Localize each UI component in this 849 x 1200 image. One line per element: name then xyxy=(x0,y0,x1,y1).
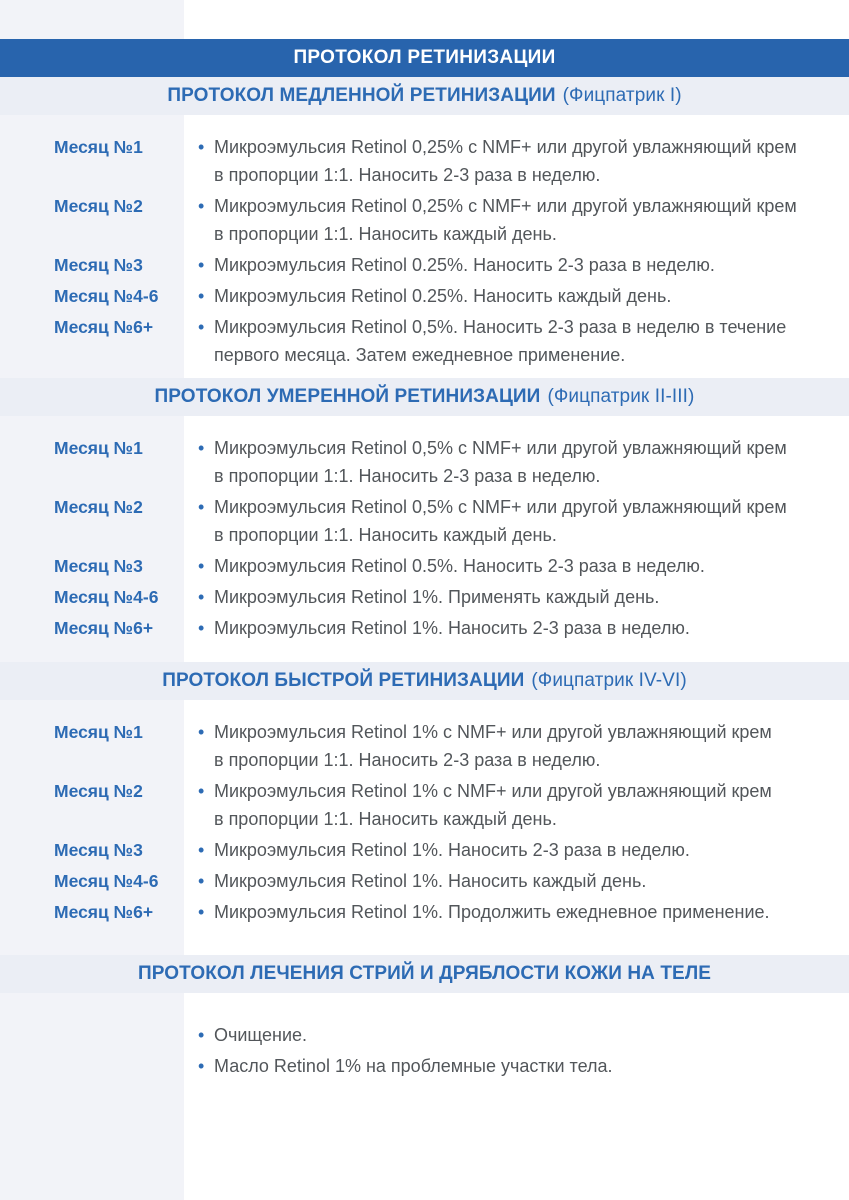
instruction-text xyxy=(214,282,671,310)
month-label: Месяц №2 xyxy=(54,196,143,216)
month-label: Месяц №4-6 xyxy=(54,587,159,607)
instruction-text xyxy=(214,192,797,248)
protocol-row xyxy=(0,552,849,580)
bullet-icon: • xyxy=(198,286,205,306)
month-label: Месяц №2 xyxy=(54,497,143,517)
section-title: ПРОТОКОЛ УМЕРЕННОЙ РЕТИНИЗАЦИИ xyxy=(154,386,541,407)
instruction-text xyxy=(214,614,690,642)
month-label: Месяц №4-6 xyxy=(54,286,159,306)
protocol-row xyxy=(0,583,849,611)
instruction-text xyxy=(214,583,659,611)
bullet-icon: • xyxy=(198,902,205,922)
protocol-row xyxy=(0,313,849,369)
section-rows-fast xyxy=(0,700,849,955)
instruction-line: Микроэмульсия Retinol 1%. Наносить каждый день. xyxy=(214,871,647,891)
bullet-icon: • xyxy=(198,618,205,638)
section-title: ПРОТОКОЛ МЕДЛЕННОЙ РЕТИНИЗАЦИИ xyxy=(167,85,556,106)
month-label: Месяц №3 xyxy=(54,556,143,576)
instruction-line: Микроэмульсия Retinol 1% с NMF+ или другой увлажняющий крем xyxy=(214,722,772,742)
instruction-line: Микроэмульсия Retinol 0,5% с NMF+ или другой увлажняющий крем xyxy=(214,497,787,517)
month-label: Месяц №3 xyxy=(54,255,143,275)
instruction-line: Микроэмульсия Retinol 1% с NMF+ или другой увлажняющий крем xyxy=(214,781,772,801)
section-subtitle: (Фицпатрик II-III) xyxy=(547,386,695,407)
instruction-line: Микроэмульсия Retinol 0,25% с NMF+ или другой увлажняющий крем xyxy=(214,196,797,216)
bullet-icon: • xyxy=(198,137,205,157)
section-subtitle: (Фицпатрик I) xyxy=(562,85,682,106)
instruction-line: Микроэмульсия Retinol 1%. Продолжить ежедневное применение. xyxy=(214,902,770,922)
protocol-row xyxy=(0,777,849,833)
month-label: Месяц №3 xyxy=(54,840,143,860)
instruction-line: Микроэмульсия Retinol 0.25%. Наносить 2-3 раза в неделю. xyxy=(214,255,715,275)
instruction-line: Масло Retinol 1% на проблемные участки тела. xyxy=(214,1056,613,1076)
section-header-body xyxy=(0,955,849,993)
instruction-text xyxy=(214,251,715,279)
instruction-text xyxy=(214,552,705,580)
instruction-line: Микроэмульсия Retinol 0,5% с NMF+ или другой увлажняющий крем xyxy=(214,438,787,458)
month-label: Месяц №1 xyxy=(54,438,143,458)
bullet-icon: • xyxy=(198,196,205,216)
section-rows-body xyxy=(0,993,849,1080)
section-header-slow xyxy=(0,77,849,115)
section-header-moderate xyxy=(0,378,849,416)
protocol-row xyxy=(0,718,849,774)
bullet-icon: • xyxy=(198,871,205,891)
bullet-icon: • xyxy=(198,722,205,742)
instruction-line: первого месяца. Затем ежедневное применение. xyxy=(214,345,626,365)
instruction-line: в пропорции 1:1. Наносить 2-3 раза в неделю. xyxy=(214,165,601,185)
instruction-line: Микроэмульсия Retinol 0,5%. Наносить 2-3 раза в неделю в течение xyxy=(214,317,787,337)
instruction-line: Микроэмульсия Retinol 0.25%. Наносить каждый день. xyxy=(214,286,672,306)
instruction-line: Очищение. xyxy=(214,1025,308,1045)
instruction-text xyxy=(214,1052,613,1080)
instruction-text xyxy=(214,898,770,926)
instruction-line: Микроэмульсия Retinol 1%. Наносить 2-3 раза в неделю. xyxy=(214,618,690,638)
month-label: Месяц №1 xyxy=(54,722,143,742)
month-label: Месяц №6+ xyxy=(54,902,154,922)
protocol-row xyxy=(0,1052,849,1080)
bullet-icon: • xyxy=(198,317,205,337)
instruction-line: Микроэмульсия Retinol 0.5%. Наносить 2-3 раза в неделю. xyxy=(214,556,705,576)
protocol-row xyxy=(0,867,849,895)
section-rows-moderate xyxy=(0,416,849,662)
instruction-line: в пропорции 1:1. Наносить 2-3 раза в неделю. xyxy=(214,466,601,486)
section-subtitle: (Фицпатрик IV-VI) xyxy=(531,670,687,691)
bullet-icon: • xyxy=(198,556,205,576)
bullet-icon: • xyxy=(198,438,205,458)
protocol-row xyxy=(0,192,849,248)
main-title: ПРОТОКОЛ РЕТИНИЗАЦИИ xyxy=(293,47,556,68)
bullet-icon: • xyxy=(198,255,205,275)
protocol-row xyxy=(0,434,849,490)
main-title-bar xyxy=(0,39,849,77)
instruction-text xyxy=(214,434,787,490)
bullet-icon: • xyxy=(198,781,205,801)
instruction-line: в пропорции 1:1. Наносить каждый день. xyxy=(214,809,557,829)
protocol-row xyxy=(0,898,849,926)
protocol-row xyxy=(0,493,849,549)
month-label: Месяц №1 xyxy=(54,137,143,157)
instruction-line: Микроэмульсия Retinol 0,25% с NMF+ или другой увлажняющий крем xyxy=(214,137,797,157)
month-label: Месяц №6+ xyxy=(54,317,154,337)
instruction-text xyxy=(214,718,772,774)
month-label: Месяц №4-6 xyxy=(54,871,159,891)
bullet-icon: • xyxy=(198,1056,205,1076)
instruction-text xyxy=(214,1021,307,1049)
instruction-text xyxy=(214,133,797,189)
bullet-icon: • xyxy=(198,587,205,607)
instruction-line: в пропорции 1:1. Наносить каждый день. xyxy=(214,525,557,545)
protocol-row xyxy=(0,133,849,189)
instruction-line: Микроэмульсия Retinol 1%. Наносить 2-3 раза в неделю. xyxy=(214,840,690,860)
instruction-text xyxy=(214,867,646,895)
bullet-icon: • xyxy=(198,1025,205,1045)
month-label: Месяц №2 xyxy=(54,781,143,801)
instruction-text xyxy=(214,777,772,833)
instruction-text xyxy=(214,836,690,864)
instruction-line: в пропорции 1:1. Наносить каждый день. xyxy=(214,224,557,244)
section-title: ПРОТОКОЛ ЛЕЧЕНИЯ СТРИЙ И ДРЯБЛОСТИ КОЖИ НА ТЕЛЕ xyxy=(137,963,712,984)
instruction-text xyxy=(214,493,787,549)
protocol-row xyxy=(0,836,849,864)
bullet-icon: • xyxy=(198,840,205,860)
bullet-icon: • xyxy=(198,497,205,517)
instruction-line: Микроэмульсия Retinol 1%. Применять каждый день. xyxy=(214,587,660,607)
section-rows-slow xyxy=(0,115,849,378)
section-header-fast xyxy=(0,662,849,700)
instruction-text xyxy=(214,313,786,369)
section-title: ПРОТОКОЛ БЫСТРОЙ РЕТИНИЗАЦИИ xyxy=(162,670,525,691)
document-content xyxy=(0,39,849,1080)
protocol-row xyxy=(0,282,849,310)
protocol-row xyxy=(0,251,849,279)
protocol-row xyxy=(0,614,849,642)
protocol-row xyxy=(0,1021,849,1049)
instruction-line: в пропорции 1:1. Наносить 2-3 раза в неделю. xyxy=(214,750,601,770)
month-label: Месяц №6+ xyxy=(54,618,154,638)
